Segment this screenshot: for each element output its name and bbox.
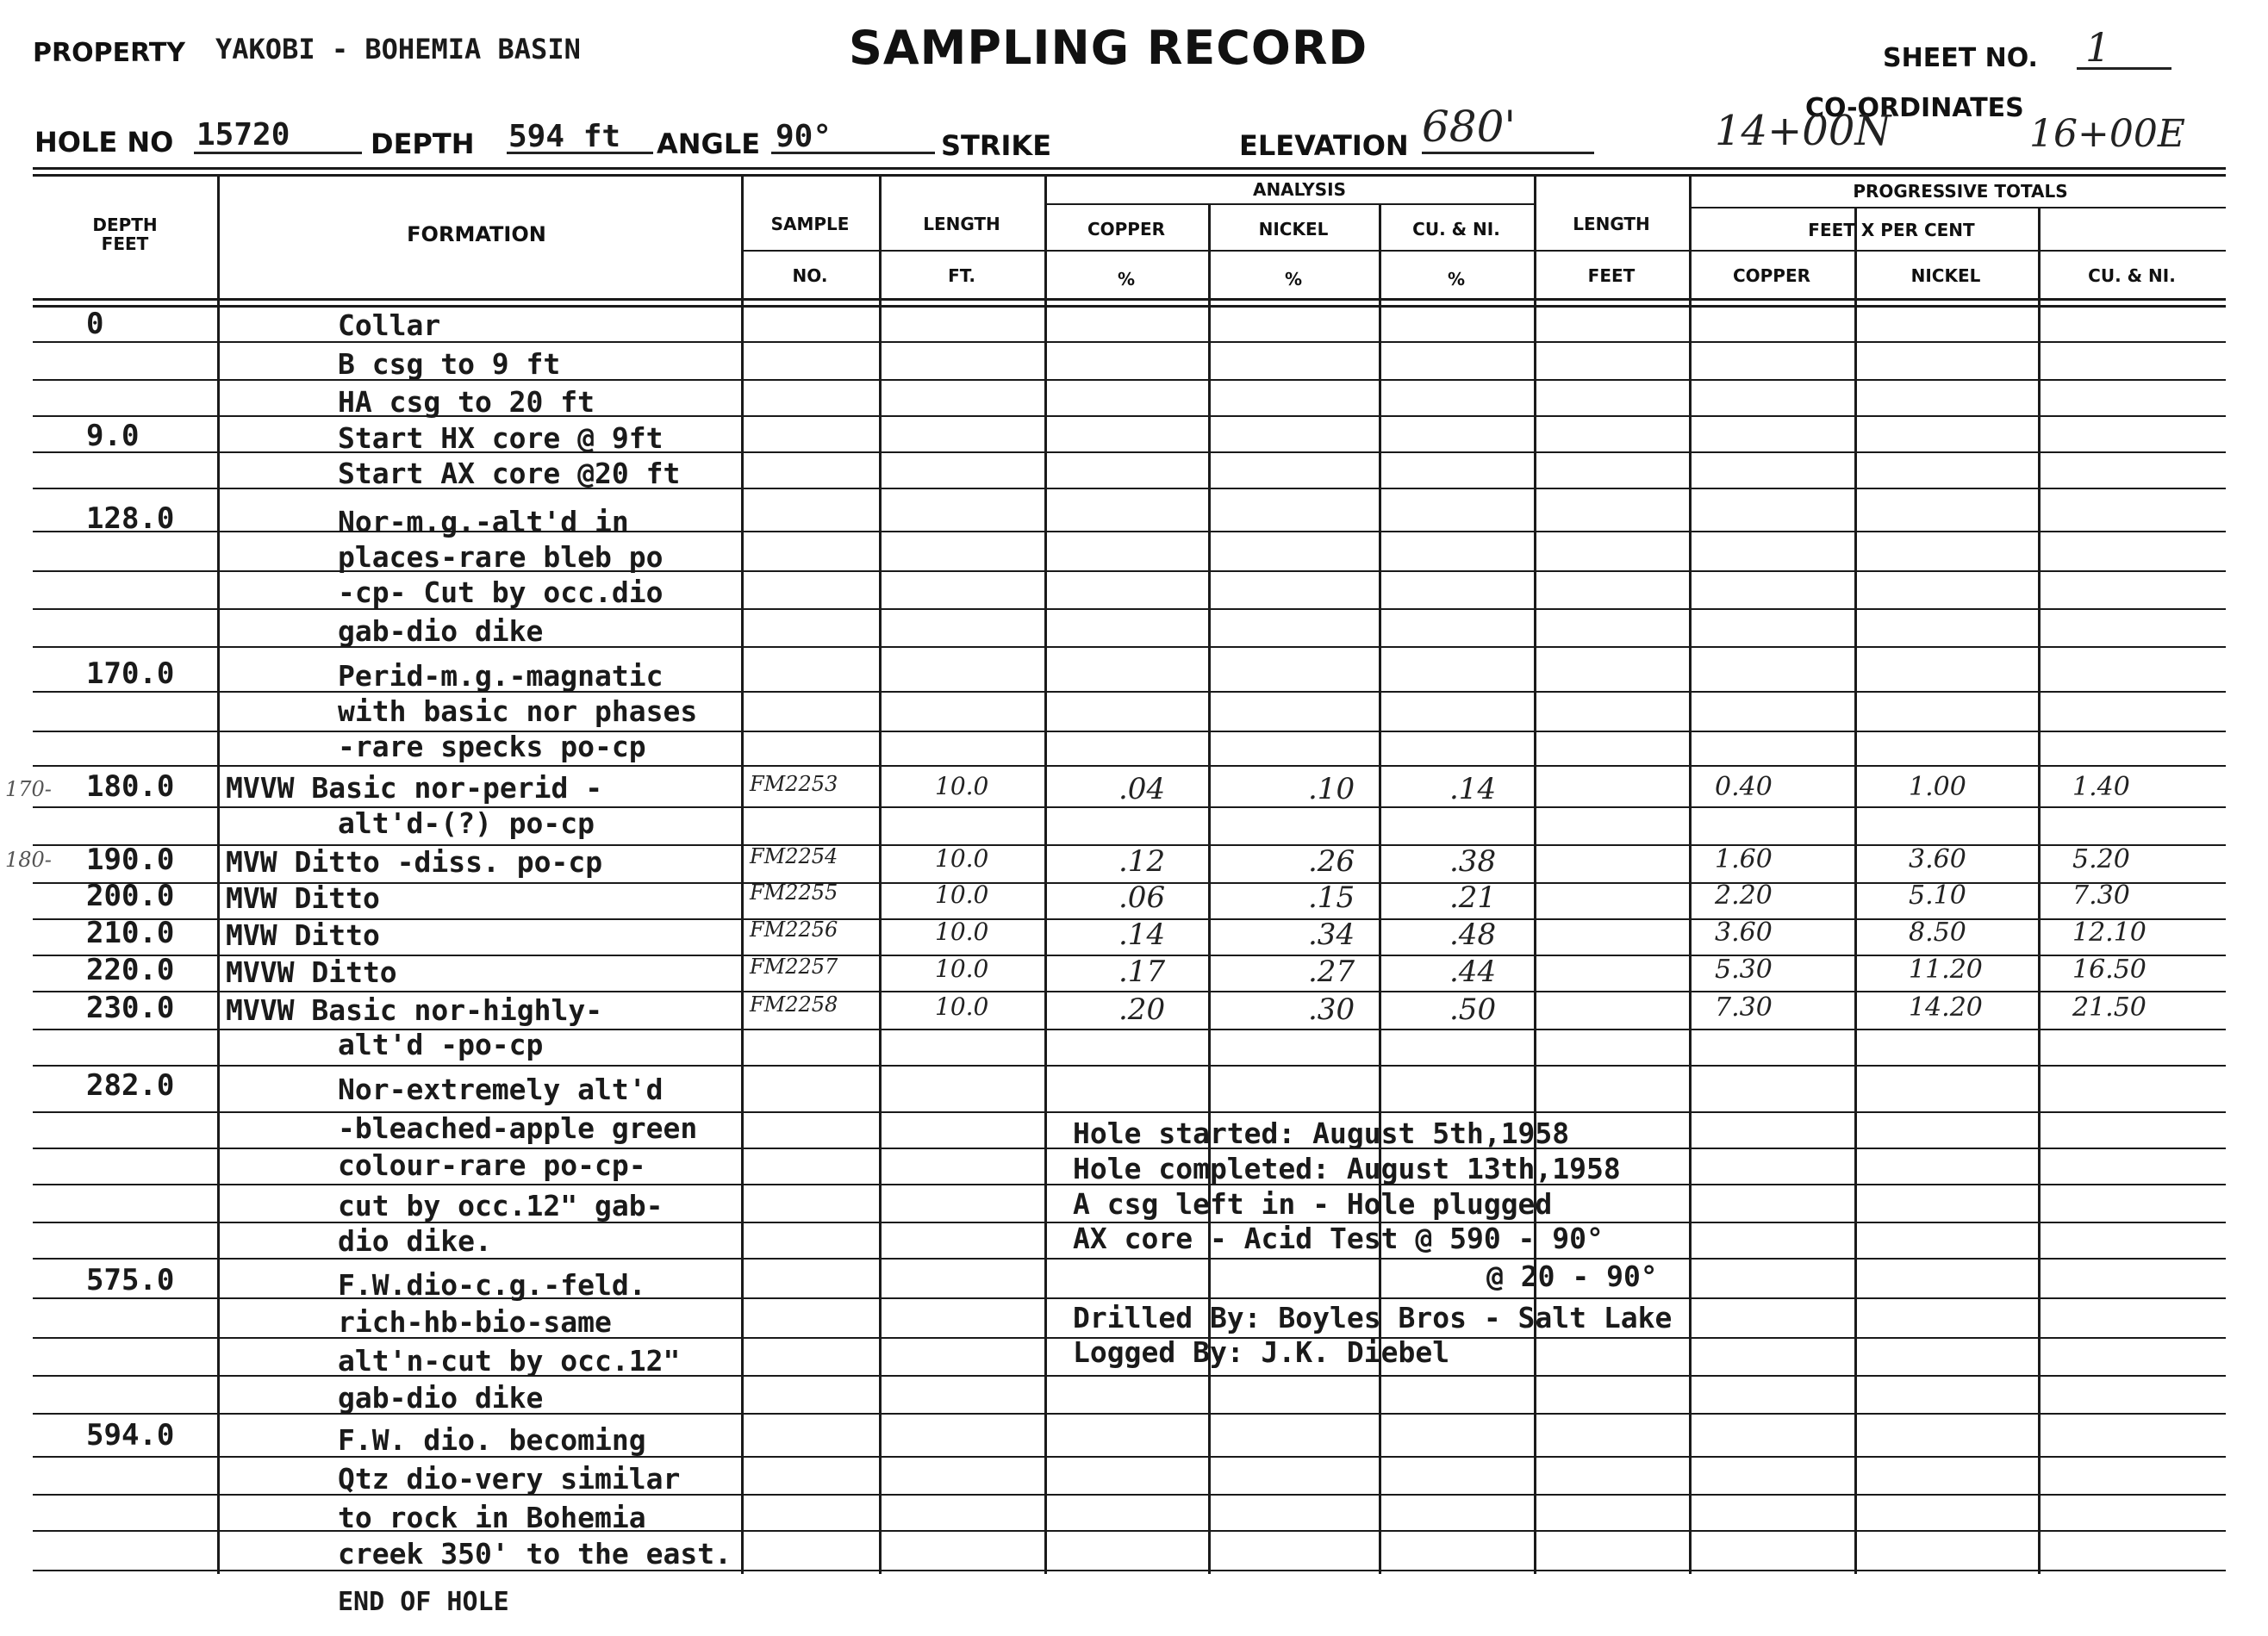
col-header-length: LENGTH bbox=[923, 214, 1000, 234]
sheet-underline bbox=[2077, 67, 2171, 70]
elevation-value: 680' bbox=[1422, 102, 1517, 152]
col-header-progressive-sub: FEET X PER CENT bbox=[1808, 220, 1975, 240]
formation-line: with basic nor phases bbox=[338, 694, 698, 728]
sample-cell-pcu: 1.60 bbox=[1715, 844, 1773, 874]
sample-cell-len: 10.0 bbox=[935, 772, 989, 800]
col-header-sample: SAMPLE bbox=[770, 214, 850, 234]
page-title: SAMPLING RECORD bbox=[849, 21, 1368, 75]
col-rule-prog-nickel bbox=[1854, 207, 1857, 1574]
sample-cell-pni: 11.20 bbox=[1909, 955, 1983, 985]
sample-cell-cu: .06 bbox=[1118, 880, 1166, 915]
formation-line: Start HX core @ 9ft bbox=[338, 421, 664, 455]
col-header-cuni-pct: % bbox=[1447, 269, 1466, 289]
sample-cell-cu: .12 bbox=[1118, 844, 1166, 879]
angle-underline bbox=[771, 152, 935, 154]
property-label: PROPERTY bbox=[33, 38, 186, 68]
sample-cell-len: 10.0 bbox=[935, 918, 989, 946]
sample-cell-pcuni: 1.40 bbox=[2072, 772, 2130, 802]
formation-line: -bleached-apple green bbox=[338, 1111, 698, 1145]
depth-cell: 190.0 bbox=[86, 843, 175, 877]
depth-cell: 575.0 bbox=[86, 1263, 175, 1297]
note-line: Logged By: J.K. Diebel bbox=[1073, 1335, 1450, 1369]
sheet-value: 1 bbox=[2085, 24, 2111, 71]
col-header-copper-pct: % bbox=[1117, 269, 1136, 289]
col-header-formation: FORMATION bbox=[407, 222, 546, 246]
depth-cell: 180.0 bbox=[86, 769, 175, 804]
sample-cell-cuni: .48 bbox=[1449, 918, 1497, 952]
formation-line: Nor-m.g.-alt'd in bbox=[338, 505, 629, 538]
sample-cell-pcu: 2.20 bbox=[1715, 880, 1773, 911]
col-rule-sample bbox=[741, 174, 744, 1574]
col-header-sample-no: NO. bbox=[792, 265, 828, 286]
sample-cell-len: 10.0 bbox=[935, 844, 989, 873]
note-line: A csg left in - Hole plugged bbox=[1073, 1187, 1553, 1221]
depth-cell: 220.0 bbox=[86, 953, 175, 987]
formation-line: creek 350' to the east. bbox=[338, 1537, 732, 1571]
formation-line: cut by occ.12" gab- bbox=[338, 1189, 664, 1222]
depth-cell: 282.0 bbox=[86, 1068, 175, 1103]
elevation-underline bbox=[1422, 152, 1594, 154]
sample-cell-cu: .20 bbox=[1118, 992, 1166, 1027]
formation-line: alt'd -po-cp bbox=[338, 1028, 544, 1061]
sample-cell-no: FM2253 bbox=[750, 772, 838, 796]
col-header-copper: COPPER bbox=[1087, 219, 1166, 239]
sample-cell-pcu: 5.30 bbox=[1715, 955, 1773, 985]
col-rule-formation bbox=[217, 174, 220, 1574]
col-rule-length bbox=[879, 174, 882, 1574]
sample-cell-ni: .15 bbox=[1308, 880, 1355, 915]
col-header-length2-feet: FEET bbox=[1587, 265, 1636, 286]
sample-cell-ni: .10 bbox=[1308, 772, 1355, 806]
sample-cell-pni: 3.60 bbox=[1909, 844, 1966, 874]
sample-cell-no: FM2254 bbox=[750, 844, 838, 868]
note-line: AX core - Acid Test @ 590 - 90° bbox=[1073, 1222, 1604, 1255]
col-rule-length2 bbox=[1534, 174, 1536, 1574]
formation-line: Start AX core @20 ft bbox=[338, 457, 681, 490]
depth-cell: 230.0 bbox=[86, 991, 175, 1025]
angle-value: 90° bbox=[776, 119, 832, 154]
depth-cell: 594.0 bbox=[86, 1418, 175, 1452]
sample-cell-pni: 8.50 bbox=[1909, 918, 1966, 948]
sample-cell-pni: 5.10 bbox=[1909, 880, 1966, 911]
angle-label: ANGLE bbox=[657, 128, 761, 160]
sample-cell-pcu: 3.60 bbox=[1715, 918, 1773, 948]
formation-line: -cp- Cut by occ.dio bbox=[338, 575, 664, 609]
note-line: @ 20 - 90° bbox=[1486, 1260, 1658, 1293]
depth-cell: 128.0 bbox=[86, 501, 175, 536]
depth-cell: 170.0 bbox=[86, 656, 175, 691]
formation-line: -rare specks po-cp bbox=[338, 730, 646, 763]
sample-cell-cuni: .44 bbox=[1449, 955, 1497, 989]
sample-cell-cu: .04 bbox=[1118, 772, 1166, 806]
formation-line: MVVW Basic nor-perid - bbox=[226, 771, 603, 805]
col-header-nickel: NICKEL bbox=[1258, 219, 1329, 239]
sample-cell-pcuni: 7.30 bbox=[2072, 880, 2130, 911]
depth-label: DEPTH bbox=[371, 128, 475, 160]
depth-underline bbox=[507, 152, 653, 154]
header-bottom-rule bbox=[33, 298, 2226, 301]
col-header-length-ft: FT. bbox=[948, 265, 975, 286]
sample-cell-no: FM2258 bbox=[750, 992, 838, 1017]
sample-cell-cuni: .14 bbox=[1449, 772, 1497, 806]
col-header-prog-nickel: NICKEL bbox=[1910, 265, 1981, 286]
sample-cell-ni: .26 bbox=[1308, 844, 1355, 879]
formation-line: dio dike. bbox=[338, 1224, 492, 1258]
hole-label: HOLE NO bbox=[34, 126, 174, 159]
note-line: Drilled By: Boyles Bros - Salt Lake bbox=[1073, 1301, 1673, 1334]
sample-cell-ni: .30 bbox=[1308, 992, 1355, 1027]
formation-line: Perid-m.g.-magnatic bbox=[338, 659, 664, 693]
sample-cell-len: 10.0 bbox=[935, 992, 989, 1021]
coordinate-north: 14+00N bbox=[1715, 107, 1891, 155]
formation-line: to rock in Bohemia bbox=[338, 1501, 646, 1534]
sample-cell-pcuni: 16.50 bbox=[2072, 955, 2146, 985]
progressive-rule bbox=[1689, 207, 2226, 208]
sample-cell-len: 10.0 bbox=[935, 955, 989, 983]
formation-line: MVVW Ditto bbox=[226, 955, 397, 989]
sample-cell-cu: .17 bbox=[1118, 955, 1166, 989]
sample-cell-ni: .27 bbox=[1308, 955, 1355, 989]
formation-line: Collar bbox=[338, 308, 441, 342]
sample-cell-cuni: .50 bbox=[1449, 992, 1497, 1027]
coordinates-label: CO-ORDINATES bbox=[1805, 93, 2024, 123]
hole-underline bbox=[194, 152, 362, 154]
depth-cell: 0 bbox=[86, 307, 104, 341]
margin-note: 170- bbox=[5, 777, 52, 801]
sample-cell-cu: .14 bbox=[1118, 918, 1166, 952]
subheader-rule bbox=[741, 250, 2226, 252]
formation-line: MVW Ditto bbox=[226, 918, 380, 952]
elevation-label: ELEVATION bbox=[1239, 129, 1409, 162]
formation-line: F.W. dio. becoming bbox=[338, 1423, 646, 1457]
margin-note: 180- bbox=[5, 848, 52, 872]
formation-line: F.W.dio-c.g.-feld. bbox=[338, 1268, 646, 1302]
col-rule-copper bbox=[1044, 174, 1047, 1574]
formation-line: B csg to 9 ft bbox=[338, 347, 561, 381]
note-line: Hole completed: August 13th,1958 bbox=[1073, 1152, 1621, 1185]
depth-cell: 200.0 bbox=[86, 879, 175, 913]
analysis-rule bbox=[1047, 203, 1534, 205]
col-header-nickel-pct: % bbox=[1284, 269, 1303, 289]
row-rule bbox=[33, 1065, 2226, 1067]
col-header-depth: DEPTH FEET bbox=[92, 215, 158, 254]
hole-value: 15720 bbox=[196, 117, 290, 152]
sample-cell-pcuni: 12.10 bbox=[2072, 918, 2146, 948]
table-top-rule-2 bbox=[33, 174, 2226, 177]
formation-line: HA csg to 20 ft bbox=[338, 385, 595, 419]
sample-cell-pni: 14.20 bbox=[1909, 992, 1983, 1023]
sample-cell-pcu: 7.30 bbox=[1715, 992, 1773, 1023]
sample-cell-cuni: .38 bbox=[1449, 844, 1497, 879]
col-header-prog-cuni: CU. & NI. bbox=[2088, 265, 2176, 286]
formation-line: rich-hb-bio-same bbox=[338, 1305, 612, 1339]
col-header-analysis: ANALYSIS bbox=[1252, 179, 1347, 200]
col-header-length2: LENGTH bbox=[1573, 214, 1650, 234]
formation-line: Nor-extremely alt'd bbox=[338, 1073, 664, 1106]
sheet-label: SHEET NO. bbox=[1883, 43, 2038, 73]
sample-cell-len: 10.0 bbox=[935, 880, 989, 909]
col-header-progressive: PROGRESSIVE TOTALS bbox=[1853, 181, 2068, 202]
col-rule-prog-copper bbox=[1689, 174, 1692, 1574]
depth-cell: 9.0 bbox=[86, 419, 140, 453]
col-header-prog-copper: COPPER bbox=[1732, 265, 1811, 286]
depth-cell: 210.0 bbox=[86, 916, 175, 950]
strike-label: STRIKE bbox=[941, 129, 1052, 162]
formation-line: MVW Ditto bbox=[226, 881, 380, 915]
row-rule bbox=[33, 765, 2226, 767]
row-rule bbox=[33, 1258, 2226, 1260]
sample-cell-pcuni: 21.50 bbox=[2072, 992, 2146, 1023]
col-rule-prog-cuni bbox=[2038, 207, 2041, 1574]
header-bottom-rule-2 bbox=[33, 305, 2226, 308]
sample-cell-cuni: .21 bbox=[1449, 880, 1497, 915]
formation-line: colour-rare po-cp- bbox=[338, 1148, 646, 1182]
table-top-rule bbox=[33, 167, 2226, 170]
formation-line: MVW Ditto -diss. po-cp bbox=[226, 845, 603, 879]
col-header-cuni: CU. & NI. bbox=[1412, 219, 1500, 239]
sample-cell-ni: .34 bbox=[1308, 918, 1355, 952]
sample-cell-pcu: 0.40 bbox=[1715, 772, 1773, 802]
formation-line: gab-dio dike bbox=[338, 1381, 544, 1415]
sample-cell-pcuni: 5.20 bbox=[2072, 844, 2130, 874]
formation-line: gab-dio dike bbox=[338, 614, 544, 648]
sample-cell-pni: 1.00 bbox=[1909, 772, 1966, 802]
formation-line: alt'n-cut by occ.12" bbox=[338, 1344, 681, 1378]
formation-line: places-rare bleb po bbox=[338, 540, 664, 574]
formation-line: Qtz dio-very similar bbox=[338, 1462, 681, 1496]
sample-cell-no: FM2256 bbox=[750, 918, 838, 942]
note-line: Hole started: August 5th,1958 bbox=[1073, 1117, 1570, 1150]
coordinate-east: 16+00E bbox=[2029, 112, 2185, 156]
end-of-hole: END OF HOLE bbox=[338, 1587, 509, 1617]
formation-line: MVVW Basic nor-highly- bbox=[226, 993, 603, 1027]
sample-cell-no: FM2257 bbox=[750, 955, 838, 979]
property-value: YAKOBI - BOHEMIA BASIN bbox=[215, 33, 581, 65]
depth-value: 594 ft bbox=[508, 119, 621, 154]
sample-cell-no: FM2255 bbox=[750, 880, 838, 905]
formation-line: alt'd-(?) po-cp bbox=[338, 806, 595, 840]
